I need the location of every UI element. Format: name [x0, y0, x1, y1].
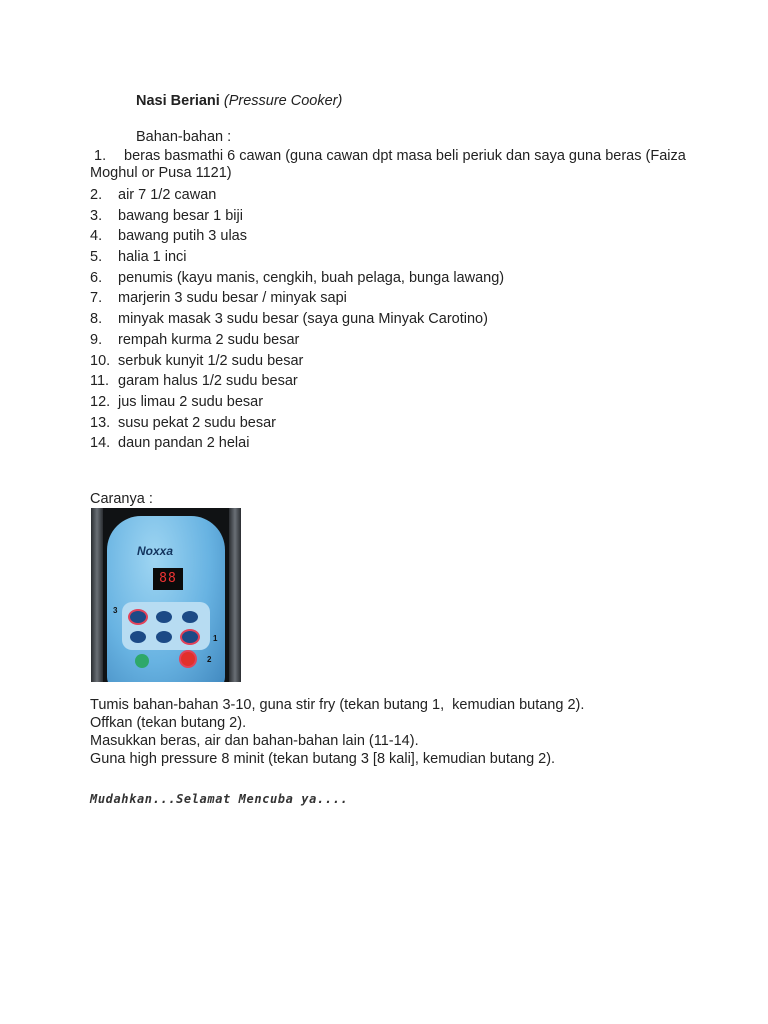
ingredient-number: 5.	[90, 249, 103, 266]
ingredient-item	[90, 148, 690, 182]
ingredient-number: 2.	[90, 187, 103, 203]
ingredient-item	[90, 371, 504, 392]
ingredient-text: air 7 1/2 cawan	[118, 187, 217, 203]
ingredient-item	[90, 247, 504, 268]
ingredient-text: marjerin 3 sudu besar / minyak sapi	[118, 290, 347, 307]
ingredient-item	[90, 433, 504, 454]
ingredient-text: garam halus 1/2 sudu besar	[118, 373, 298, 390]
marker-label: 3	[113, 606, 118, 615]
cooker-green-button	[135, 654, 149, 668]
ingredient-item	[90, 413, 504, 434]
ingredient-item	[90, 309, 504, 330]
ingredient-item	[90, 185, 504, 206]
ingredient-number: 4.	[90, 228, 103, 245]
ingredient-number: 7.	[90, 290, 103, 307]
cooker-button	[182, 611, 198, 623]
ingredients-heading: Bahan-bahan :	[136, 129, 232, 145]
ingredient-number: 3.	[90, 207, 103, 224]
ingredient-item	[90, 288, 504, 309]
background-rail	[91, 508, 103, 682]
method-heading: Caranya :	[90, 491, 153, 507]
pressure-cooker-photo	[91, 508, 241, 682]
ingredient-number: 11.	[90, 373, 110, 390]
marker-label: 2	[207, 655, 212, 664]
ingredient-number: 9.	[90, 331, 103, 348]
method-step: Offkan (tekan butang 2).	[90, 715, 247, 731]
ingredient-number: 10.	[90, 352, 111, 369]
method-steps	[90, 696, 584, 768]
ingredient-text: bawang besar 1 biji	[118, 207, 243, 224]
ingredient-text: bawang putih 3 ulas	[118, 228, 247, 245]
ingredient-item	[90, 392, 504, 413]
ingredient-text: rempah kurma 2 sudu besar	[118, 331, 300, 348]
cooker-body	[107, 516, 225, 682]
method-step: Guna high pressure 8 minit (tekan butang 3 [8 kali], kemudian butang 2).	[90, 751, 556, 767]
ingredient-item	[90, 351, 504, 372]
ingredient-text: halia 1 inci	[118, 249, 187, 266]
ingredient-text: susu pekat 2 sudu besar	[118, 414, 276, 431]
ingredients-list	[90, 185, 504, 454]
ingredient-text: minyak masak 3 sudu besar (saya guna Minyak Carotino)	[118, 311, 488, 328]
method-step: Tumis bahan-bahan 3-10, guna stir fry (tekan butang 1, kemudian butang 2).	[90, 697, 585, 713]
closing-note: Mudahkan...Selamat Mencuba ya....	[90, 792, 349, 806]
background-rail	[229, 508, 241, 682]
cooker-control-panel	[122, 602, 210, 650]
ingredient-number: 8.	[90, 311, 103, 328]
ingredient-item	[90, 206, 504, 227]
recipe-title	[136, 93, 342, 109]
method-step: Masukkan beras, air dan bahan-bahan lain (11-14).	[90, 733, 419, 749]
cooker-red-button	[181, 652, 195, 666]
ingredient-item	[90, 268, 504, 289]
ingredient-text: jus limau 2 sudu besar	[118, 393, 264, 410]
ingredient-number: 13.	[90, 414, 111, 431]
ingredient-text: penumis (kayu manis, cengkih, buah pelaga, bunga lawang)	[118, 269, 505, 286]
ingredient-item	[90, 226, 504, 247]
marker-label: 1	[213, 634, 218, 643]
cooker-button	[182, 631, 198, 643]
cooker-button	[130, 611, 146, 623]
ingredient-text: beras basmathi 6 cawan (guna cawan dpt masa beli periuk dan saya guna beras (Faiza Moghul or Pusa 1121)	[90, 148, 686, 181]
ingredient-text: daun pandan 2 helai	[118, 435, 250, 452]
cooker-digital-display: 88	[153, 568, 183, 590]
ingredient-number: 6.	[90, 269, 103, 286]
ingredient-number: 14.	[90, 435, 111, 452]
ingredient-number: 1.	[94, 148, 107, 164]
cooker-brand-logo: Noxxa	[137, 544, 174, 558]
title-main: Nasi Beriani	[136, 93, 220, 109]
cooker-button	[130, 631, 146, 643]
ingredient-number: 12.	[90, 393, 111, 410]
ingredient-item	[90, 330, 504, 351]
ingredient-text: serbuk kunyit 1/2 sudu besar	[118, 352, 304, 369]
cooker-button	[156, 631, 172, 643]
title-subtitle: (Pressure Cooker)	[223, 93, 343, 109]
cooker-button	[156, 611, 172, 623]
